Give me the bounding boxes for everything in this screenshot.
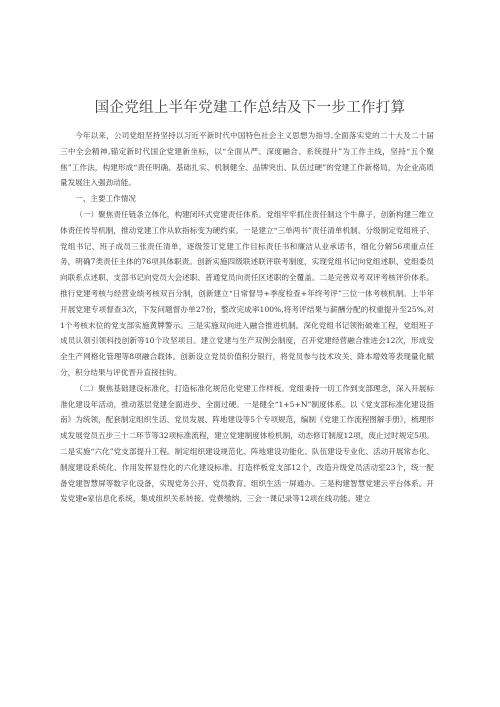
- body-paragraph-1: （一）聚焦责任链条立体化，构建闭环式党建责任体系。党组牢牢抓住责任制这个牛鼻子，创新构建三维立体责任传导机制，推动党建工作从软指标变为硬约束。一是建立“三单两书”责任清单机制。分级制定党组班子、党组书记、班子成员三张责任清单，逐级签订党建工作目标责任书和廉洁从业承诺书，细化分解56项重点任务，明确7类责任主体的76项具体职责。创新实施四级联述联评联考制度，实现党组书记向党组述职、党组委员向联系点述职、支部书记向党员大会述职、普通党员向责任区述职的全覆盖。二是完善双考双评考核评价体系。推行党建考核与经营业绩考核双百分制，创新建立“日常督导+季度检查+年终考评”三位一体考核机制。上半年开展党建专项督查3次，下发问题督办单27份，整改完成率100%,将考评结果与薪酬分配的权重提升至25%,对1个考核末位的党支部实施黄牌警示。三是实施双向进入融合推进机制。深化党组书记领衔破难工程，党组班子成员认领引领科技创新等10个攻坚项目。建立党建与生产双例会制度，召开党建经营融合推进会12次，形成安全生产网格化管理等8项融合载体。创新设立党员价值积分银行，将党员参与技术攻关、降本增效等表现量化赋分，积分结果与评优晋升直接挂钩。: [60, 209, 434, 377]
- section-heading: 一、主要工作情况: [75, 194, 136, 204]
- intro-paragraph: 今年以来，公司党组坚持坚持以习近平新时代中国特色社会主义思想为指导,全面落实党的二十大及二十届三中全会精神,锚定新时代国企党建新坐标，以“全面从严、深度融合、系统提升”为工作主线，坚持“五个聚焦”工作法，构建形成“责任明确、基础扎实、机制健全、品牌突出、队伍过硬”的党建工作新格局，为企业高质量发展注入强劲动能。: [60, 131, 434, 188]
- document-body: [60, 128, 434, 507]
- body-paragraph-2: （二）聚焦基础建设标准化，打造标准化规范化党建工作样板。党组秉持一切工作到支部理念，深入开展标准化建设年活动，推动基层党建全面进步、全面过硬。一是健全“1+5+N”制度体系。以《党支部标准化建设指南》为统领，配套制定组织生活、党员发展、阵地建设等5个专项规范，编制《党建工作流程图解手册》，梳理形成发展党员五步三十二环节等32项标准流程，建立党建制度体检机制，动态修订制度12项，废止过时规定5项。二是实施“六化”党支部提升工程。制定组织建设规范化、阵地建设功能化、队伍建设专业化、活动开展常态化、制度建设系统化、作用发挥显性化的六化建设标准。打造样板党支部12个，改造升级党员活动室23个，统一配备党建智慧屏等数字化设备，实现党务公开、党员教育、组织生活一屏通办。三是构建智慧党建云平台体系。开发党建e家信息化系统，集成组织关系转接、党费缴纳、三会一课记录等12项在线功能。建立: [60, 383, 434, 504]
- document-title: 国企党组上半年党建工作总结及下一步工作打算: [94, 100, 406, 116]
